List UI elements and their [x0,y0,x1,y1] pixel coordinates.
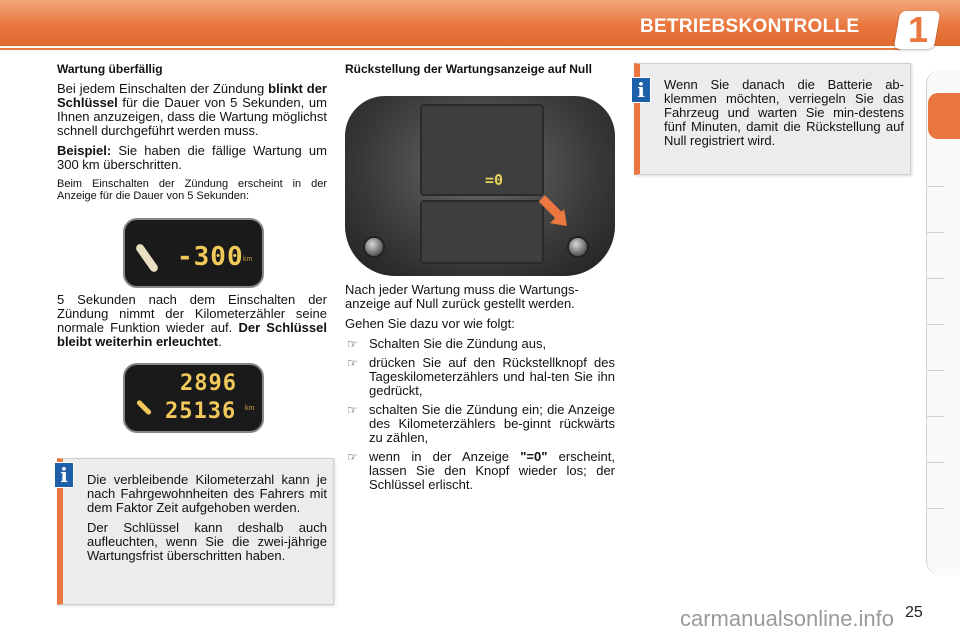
display-value: -300 [177,242,244,272]
list-item [345,337,615,351]
steps-intro: Gehen Sie dazu vor wie folgt: [345,316,515,331]
text: Sie haben die fällige Wartung um 300 km überschritten. [57,143,327,172]
page-number: 25 [905,604,923,621]
pointing-hand-icon: ☞ [347,450,358,464]
info-icon: i [54,462,74,488]
side-tab-divider [926,462,944,463]
bold-text: Der Schlüssel bleibt weiterhin erleuchtet [57,320,327,349]
info-box-battery [634,63,911,175]
left-column-lower [57,293,327,355]
step-text: Schalten Sie die Zündung aus, [369,336,547,351]
pointing-hand-icon: ☞ [347,356,358,370]
info-paragraph: Der Schlüssel kann deshalb auch aufleuchten, wenn Sie die zwei-jährige Wartungsfrist überschritten haben. [87,520,327,563]
list-item [345,403,615,445]
reset-button-knob [567,236,589,258]
step-text: drücken Sie auf den Rückstellknopf des Tageskilometerzählers und hal-ten Sie ihn gedrückt, [369,355,615,398]
side-tab-divider [926,186,944,187]
section-heading-reset: Rückstellung der Wartungsanzeige auf Null [345,62,592,76]
side-tab-divider [926,370,944,371]
cluster-lower-screen [420,200,544,264]
side-tab-divider [926,416,944,417]
pointing-hand-icon: ☞ [347,403,358,417]
side-tab-strip [926,70,960,575]
wrench-icon [135,243,160,274]
text: Bei jedem Einschalten der Zündung [57,81,269,96]
list-item [345,356,615,398]
side-tab-divider [926,508,944,509]
middle-column [345,62,615,82]
info-box-text [664,78,904,154]
paragraph-blink [57,82,327,138]
text: . [218,334,222,349]
text: 5 Sekunden nach dem Einschalten der Zündung nimmt der Kilometerzähler seine normale Funktion wieder auf. [57,292,327,335]
small-note: Beim Einschalten der Zündung erscheint in der Anzeige für die Dauer von 5 Sekunden: [57,178,327,202]
steps-list [345,337,615,492]
list-item [345,450,615,492]
middle-column-text [345,283,615,497]
left-column [57,62,327,208]
page-title: BETRIEBSKONTROLLE [640,16,860,37]
display-unit: km [245,405,255,412]
info-paragraph: Wenn Sie danach die Batterie ab-klemmen möchten, verriegeln Sie das Fahrzeug und warten Sie min-destens fünf Minuten, damit die Rückstellung auf Null registriert wird. [664,77,904,148]
bold-text: blinkt der Schlüssel [57,81,327,110]
step-text: schalten Sie die Zündung ein; die Anzeige des Kilometerzählers be-ginnt rückwärts zu zählen, [369,402,615,445]
side-tab-divider [926,232,944,233]
step-text: erscheint, lassen Sie den Knopf wieder los; der Schlüssel erlischt. [369,449,615,492]
paragraph-normal [57,293,327,349]
section-heading-overdue: Wartung überfällig [57,62,163,76]
wrench-icon [136,399,152,415]
text: für die Dauer von 5 Sekunden, um Ihnen anzuzeigen, dass die Wartung möglichst schnell durchgeführt werden muss. [57,95,327,138]
odometer-display-image [123,363,264,433]
info-box-text [87,473,327,569]
overdue-display-image [123,218,264,288]
chapter-number: 1 [907,9,929,50]
bold-text: "=0" [520,449,548,464]
side-tab-divider [926,324,944,325]
watermark: carmanualsonline.info [680,606,895,631]
cluster-display-value: =0 [485,171,504,189]
pointing-hand-icon: ☞ [347,337,358,351]
instrument-cluster-image [345,96,615,276]
example-label: Beispiel: [57,143,112,158]
info-icon: i [631,77,651,103]
side-tab-active[interactable] [928,93,960,139]
display-bottom-value: 25136 [165,399,237,424]
info-paragraph: Die verbleibende Kilometerzahl kann je nach Fahrgewohnheiten des Fahrers mit dem Faktor Zeit aufgehoben werden. [87,472,327,515]
side-tab-divider [926,278,944,279]
display-unit: km [243,256,253,263]
header-rule [0,48,900,50]
display-top-value: 2896 [180,371,237,396]
info-box-remaining-km [57,458,334,605]
left-knob [363,236,385,258]
reset-intro: Nach jeder Wartung muss die Wartungs-anzeige auf Null zurück gestellt werden. [345,282,579,311]
step-text: wenn in der Anzeige [369,449,521,464]
cluster-upper-screen [420,104,544,196]
paragraph-example [57,144,327,172]
